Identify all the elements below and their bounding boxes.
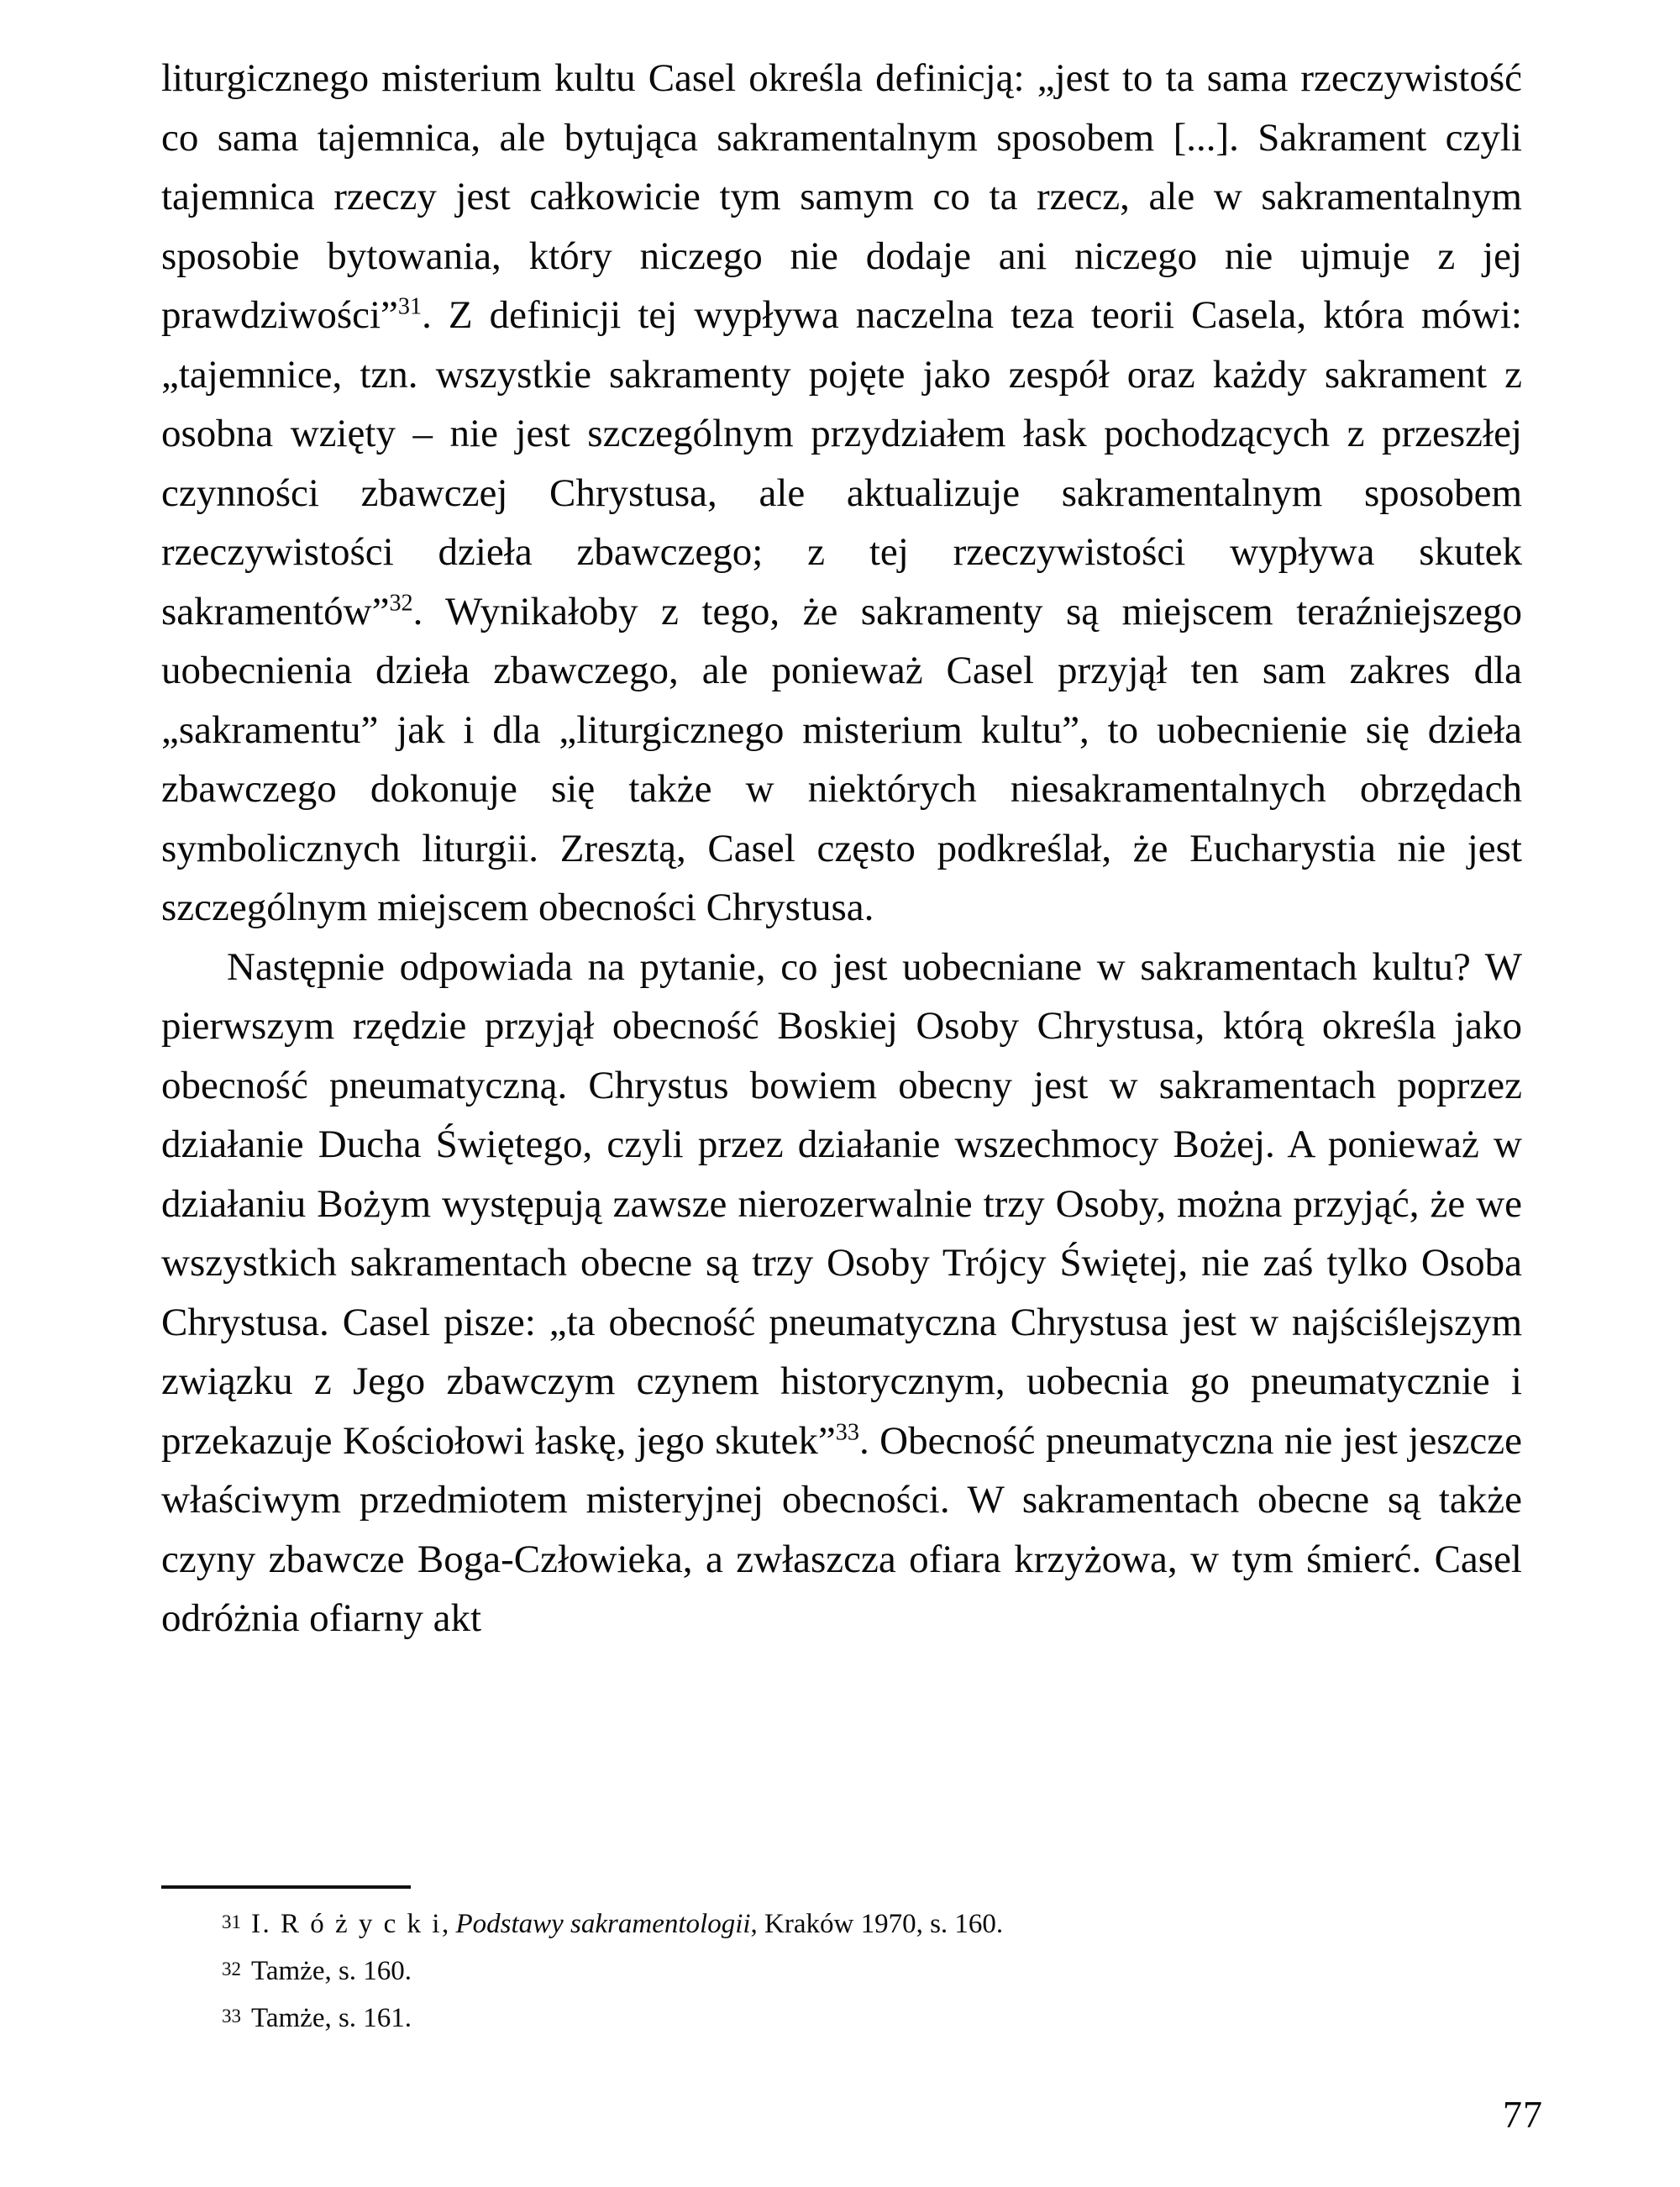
footnote-reference-31[interactable]: 31: [397, 293, 423, 320]
author-name: I. R ó ż y c k i: [251, 1909, 442, 1939]
paragraph-p2: [161, 938, 1522, 1648]
footnote-number-33: 33: [222, 2006, 241, 2027]
text-run: Tamże, s. 161.: [251, 2003, 412, 2033]
footnote-33: [161, 1995, 1522, 2042]
footnotes-section: [161, 1885, 1522, 2042]
footnote-list: [161, 1900, 1522, 2042]
text-run: . Obecność pneumatyczna nie jest jeszcze właściwym przedmiotem misteryjnej obecności. W sakramentach obecne są także czyny zbawcze Boga-Człowieka, a zwłaszcza ofiara krzyżowa, w tym śmierć. Casel odróżnia ofiarny akt: [161, 1418, 1522, 1640]
footnote-number-31: 31: [222, 1911, 241, 1932]
text-run: liturgicznego misterium kultu Casel określa definicją: „jest to ta sama rzeczywistość co sama tajemnica, ale bytująca sakramentalnym sposobem [...]. Sakrament czyli tajemnica rzeczy jest całkowicie tym samym co ta rzecz, ale w sakramentalnym sposobie bytowania, który niczego nie dodaje ani niczego nie ujmuje z jej prawdziwości”: [161, 56, 1522, 337]
footnote-32: [161, 1948, 1522, 1995]
paragraph-p1: [161, 49, 1522, 938]
footnote-number-32: 32: [222, 1958, 241, 1979]
footnote-separator-rule: [161, 1885, 411, 1889]
page-number: 77: [1503, 2093, 1543, 2136]
work-title: Podstawy sakramentologii: [455, 1909, 751, 1939]
footnote-reference-33[interactable]: 33: [835, 1418, 859, 1445]
text-run: Następnie odpowiada na pytanie, co jest uobecniane w sakramentach kultu? W pierwszym rzędzie przyjął obecność Boskiej Osoby Chrystusa, którą określa jako obecność pneumatyczną. Chrystus bowiem obecny jest w sakramentach poprzez działanie Ducha Świętego, czyli przez działanie wszechmocy Bożej. A ponieważ w działaniu Bożym występują zawsze nierozerwalnie trzy Osoby, można przyjąć, że we wszystkich sakramentach obecne są trzy Osoby Trójcy Świętej, nie zaś tylko Osoba Chrystusa. Casel pisze: „ta obecność pneumatyczna Chrystusa jest w najściślejszym związku z Jego zbawczym czynem historycznym, uobecnia go pneumatycznie i przekazuje Kościołowi łaskę, jego skutek”: [161, 944, 1522, 1463]
footnote-text-32: [224, 1948, 412, 1995]
text-run: Tamże, s. 160.: [251, 1956, 412, 1986]
body-text-block: [161, 49, 1522, 1648]
footnote-reference-32[interactable]: 32: [389, 589, 413, 616]
text-run: . Z definicji tej wypływa naczelna teza teorii Casela, która mówi: „tajemnice, tzn. wszystkie sakramenty pojęte jako zespół oraz każdy sakrament z osobna wzięty – nie jest szczególnym przydziałem łask pochodzących z przeszłej czynności zbawczej Chrystusa, ale aktualizuje sakramentalnym sposobem rzeczywistości dzieła zbawczego; z tej rzeczywistości wypływa skutek sakramentów”: [161, 293, 1522, 633]
footnote-text-31: [224, 1900, 1003, 1948]
text-run: . Wynikałoby z tego, że sakramenty są miejscem teraźniejszego uobecnienia dzieła zbawczego, ale ponieważ Casel przyjął ten sam zakres dla „sakramentu” jak i dla „liturgicznego misterium kultu”, to uobecnienie się dzieła zbawczego dokonuje się także w niektórych niesakramentalnych obrzędach symbolicznych liturgii. Zresztą, Casel często podkreślał, że Eucharystia nie jest szczególnym miejscem obecności Chrystusa.: [161, 589, 1522, 929]
footnote-text-33: [224, 1995, 412, 2042]
text-run: , Kraków 1970, s. 160.: [750, 1909, 1004, 1939]
footnote-31: [161, 1900, 1522, 1948]
text-run: ,: [441, 1909, 456, 1939]
